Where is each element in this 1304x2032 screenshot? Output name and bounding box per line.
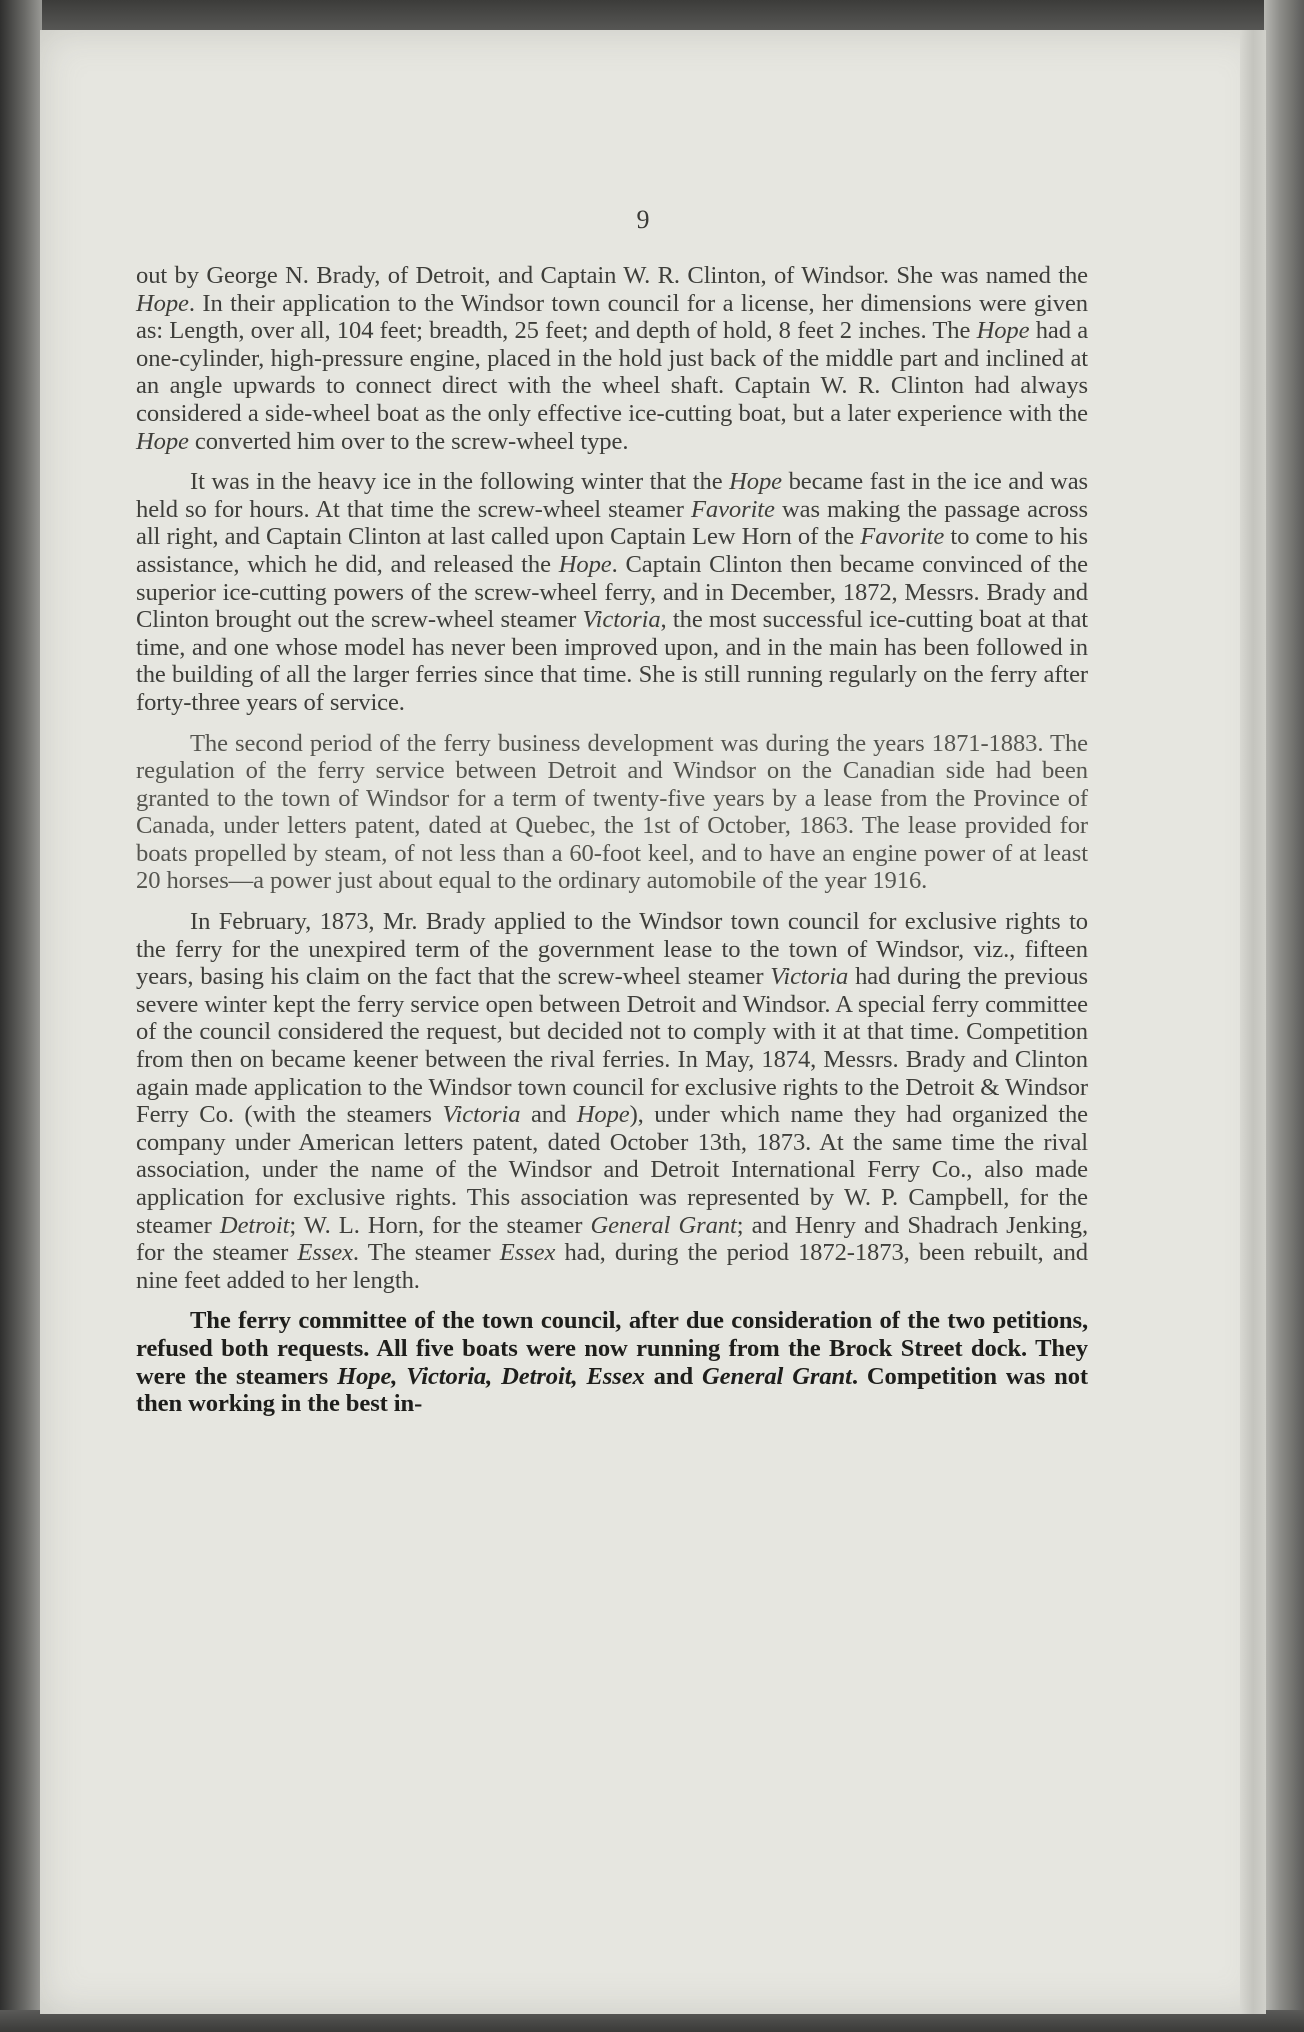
text-run: out by George N. Brady, of Detroit, and Captain W. R. Clinton, of Windsor. She was named the bbox=[136, 262, 1088, 289]
italic-text: Hope bbox=[136, 427, 189, 455]
page-number: 9 bbox=[636, 205, 650, 234]
text-run: ; W. L. Horn, for the steamer bbox=[289, 1211, 591, 1239]
text-run: , the most successful ice-cutting boat at that time, and one whose model has never been improved upon, and in the main has been followed in the building of all the larger ferries since that time. She is still running regularly on the ferry after forty-three years of service. bbox=[136, 606, 1088, 716]
paragraph-2 bbox=[136, 468, 1088, 716]
text-run: to come to his assistance, which he did, and released the bbox=[136, 523, 1088, 578]
text-run: had, during the period 1872-1873, been rebuilt, and nine feet added to her length. bbox=[136, 1239, 1088, 1294]
text-run: converted him over to the screw-wheel type. bbox=[188, 427, 629, 455]
italic-text: Victoria bbox=[582, 606, 661, 634]
text-run: . The steamer bbox=[352, 1239, 500, 1267]
text-run: . Competition was not then working in the best in- bbox=[136, 1362, 1088, 1418]
scan-border-left bbox=[0, 0, 42, 2032]
italic-text: Hope bbox=[976, 317, 1030, 345]
italic-text: General Grant bbox=[590, 1211, 737, 1239]
italic-text: Hope, Victoria, Detroit, Essex bbox=[337, 1362, 645, 1390]
text-run: had during the previous severe winter kept the ferry service open between Detroit and Windsor. A special ferry committee of the council considered the request, but decided not to comply with it at that time. Competition from then on became keener between the rival ferries. In May, 1874, Messrs. Brady and Clinton again made application to the Windsor town council for exclusive rights to the Detroit & Windsor Ferry Co. (with the steamers bbox=[136, 963, 1088, 1129]
text-run: and bbox=[644, 1362, 702, 1390]
italic-text: Hope bbox=[576, 1101, 630, 1129]
text-run: . Captain Clinton then became convinced of the superior ice-cutting powers of the screw-wheel ferry, and in December, 1872, Messrs. Brady and Clinton brought out the screw-wheel steamer bbox=[136, 550, 1088, 634]
text-run: became fast in the ice and was held so for hours. At that time the screw-wheel steamer bbox=[136, 468, 1089, 523]
italic-text: Favorite bbox=[860, 523, 945, 551]
text-run: . In their application to the Windsor town council for a license, her dimensions were given as: Length, over all, 104 feet; breadth, 25 feet; and depth of hold, 8 feet 2 inches. The bbox=[136, 289, 1088, 345]
italic-text: Essex bbox=[297, 1239, 353, 1267]
italic-text: Hope bbox=[558, 550, 612, 578]
paragraph-4 bbox=[136, 908, 1088, 1294]
text-run: ), under which name they had organized the company under American letters patent, dated October 13th, 1873. At the same time the rival association, under the name of the Windsor and Detroit International Ferry Co., also made application for exclusive rights. This association was represented by W. P. Campbell, for the steamer bbox=[136, 1101, 1088, 1239]
italic-text: Hope bbox=[729, 468, 782, 496]
body-text bbox=[136, 262, 1088, 1431]
italic-text: General Grant bbox=[701, 1362, 852, 1390]
text-run: In February, 1873, Mr. Brady applied to the Windsor town council for exclusive rights to the ferry for the unexpired term of the government lease to the town of Windsor, viz., fifteen years, basing his claim on the fact that the screw-wheel steamer bbox=[136, 908, 1088, 991]
text-run: The second period of the ferry business development was during the years 1871-1883. The regulation of the ferry service between Detroit and Windsor on the Canadian side had been granted to the town of Windsor for a term of twenty-five years by a lease from the Province of Canada, under letters patent, dated at Quebec, the 1st of October, 1863. The lease provided for boats propelled by steam, of not less than a 60-foot keel, and to have an engine power of at least 20 horses—a power just about equal to the ordinary automobile of the year 1916. bbox=[136, 729, 1088, 895]
text-run: It was in the heavy ice in the following winter that the bbox=[190, 468, 730, 496]
paragraph-5 bbox=[136, 1307, 1088, 1417]
text-run: The ferry committee of the town council, after due consideration of the two petitions, refused both requests. All five boats were now running from the Brock Street dock. They were the steamers bbox=[136, 1307, 1088, 1390]
italic-text: Detroit bbox=[219, 1211, 290, 1239]
text-run: was making the passage across all right, and Captain Clinton at last called upon Captain Lew Horn of the bbox=[136, 495, 1088, 551]
paragraph-3 bbox=[136, 730, 1088, 896]
scan-border-right bbox=[1264, 0, 1304, 2032]
text-run: ; and Henry and Shadrach Jenking, for the steamer bbox=[136, 1211, 1089, 1267]
italic-text: Favorite bbox=[690, 495, 775, 523]
book-page bbox=[40, 30, 1266, 2014]
paragraph-1 bbox=[136, 262, 1088, 455]
italic-text: Victoria bbox=[770, 963, 849, 991]
italic-text: Hope bbox=[136, 289, 189, 317]
scan-border-top bbox=[0, 0, 1304, 34]
text-run: had a one-cylinder, high-pressure engine, placed in the hold just back of the middle part and inclined at an angle upwards to connect direct with the wheel shaft. Captain W. R. Clinton had always considered a side-wheel boat as the only effective ice-cutting boat, but a later experience with the bbox=[136, 317, 1089, 427]
italic-text: Essex bbox=[499, 1239, 556, 1267]
page-edge bbox=[1240, 30, 1266, 2014]
text-run: and bbox=[520, 1101, 577, 1129]
italic-text: Victoria bbox=[442, 1101, 521, 1129]
